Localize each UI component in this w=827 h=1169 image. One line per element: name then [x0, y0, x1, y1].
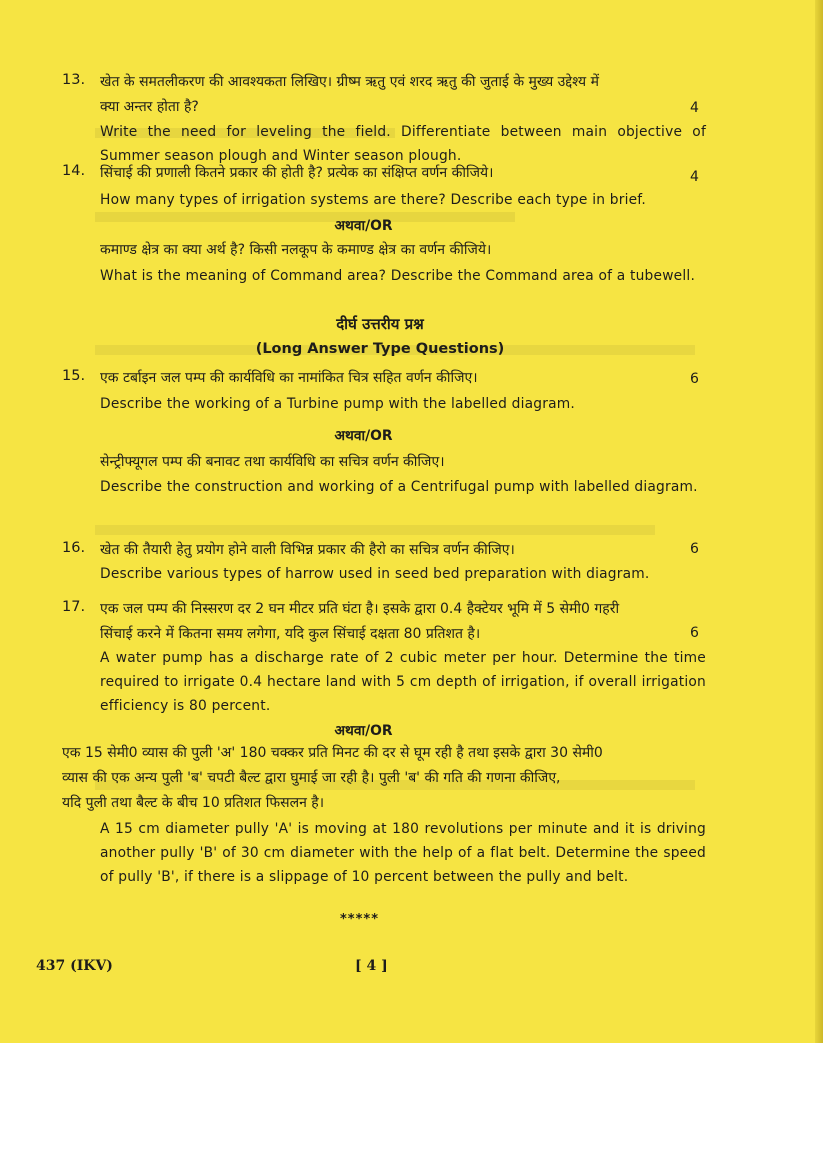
page-edge-shadow: [815, 0, 823, 1043]
marks: 6: [690, 625, 699, 641]
alternative-hindi-line: यदि पुली तथा बैल्ट के बीच 10 प्रतिशत फिसलन है।: [62, 795, 325, 811]
question-number: 15.: [62, 368, 86, 384]
paper-code: 437 (IKV): [36, 958, 113, 974]
alternative-english: What is the meaning of Command area? Describe the Command area of a tubewell.: [100, 268, 696, 284]
marks: 6: [690, 541, 699, 557]
or-divider: अथवा/OR: [334, 723, 393, 739]
alternative-english: A 15 cm diameter pully 'A' is moving at 180 revolutions per minute and it is driving another pully 'B' of 30 cm diameter with the help of a flat belt. Determine the speed of pully 'B', if there is a slippage of 10 percent between the pully and belt.: [100, 821, 706, 885]
alternative-english: Describe the construction and working of a Centrifugal pump with labelled diagram.: [100, 479, 698, 495]
question-english: Describe various types of harrow used in seed bed preparation with diagram.: [100, 566, 650, 582]
marks: 4: [690, 100, 699, 116]
question-hindi: सिंचाई की प्रणाली कितने प्रकार की होती है? प्रत्येक का संक्षिप्त वर्णन कीजिये।: [100, 165, 494, 181]
marks: 4: [690, 169, 699, 185]
alternative-hindi: सेन्ट्रीफ्यूगल पम्प की बनावट तथा कार्यविधि का सचित्र वर्णन कीजिए।: [100, 454, 445, 470]
alternative-hindi-line: एक 15 सेमी0 व्यास की पुली 'अ' 180 चक्कर प्रति मिनट की दर से घूम रही है तथा इसके द्वारा 30 सेमी0: [62, 745, 603, 761]
question-english: Write the need for leveling the field. Differentiate between main objective of Summer season plough and Winter season plough.: [100, 124, 706, 164]
page-number: [ 4 ]: [355, 958, 388, 974]
question-hindi-line: सिंचाई करने में कितना समय लगेगा, यदि कुल सिंचाई दक्षता 80 प्रतिशत है।: [100, 626, 481, 642]
question-english: Describe the working of a Turbine pump with the labelled diagram.: [100, 396, 575, 412]
question-hindi-line: क्या अन्तर होता है?: [100, 99, 199, 115]
question-english: A water pump has a discharge rate of 2 cubic meter per hour. Determine the time required to irrigate 0.4 hectare land with 5 cm depth of irrigation, if overall irrigation efficiency is 80 percent.: [100, 650, 706, 714]
question-hindi-line: एक जल पम्प की निस्सरण दर 2 घन मीटर प्रति घंटा है। इसके द्वारा 0.4 हैक्टेयर भूमि में 5 सेमी0 गहरी: [100, 601, 620, 617]
question-hindi: खेत की तैयारी हेतु प्रयोग होने वाली विभिन्न प्रकार की हैरो का सचित्र वर्णन कीजिए।: [100, 542, 515, 558]
question-hindi: एक टर्बाइन जल पम्प की कार्यविधि का नामांकित चित्र सहित वर्णन कीजिए।: [100, 370, 478, 386]
or-divider: अथवा/OR: [334, 218, 393, 234]
question-number: 13.: [62, 72, 86, 88]
question-hindi-line: खेत के समतलीकरण की आवश्यकता लिखिए। ग्रीष्म ऋतु एवं शरद ऋतु की जुताई के मुख्य उद्देश्य में: [100, 74, 599, 90]
question-number: 14.: [62, 163, 86, 179]
alternative-hindi-line: व्यास की एक अन्य पुली 'ब' चपटी बैल्ट द्वारा घुमाई जा रही है। पुली 'ब' की गति की गणना कीजिए,: [62, 770, 561, 786]
question-number: 17.: [62, 599, 86, 615]
show-through-mark: [95, 525, 655, 535]
section-heading-english: (Long Answer Type Questions): [255, 341, 505, 357]
alternative-hindi: कमाण्ड क्षेत्र का क्या अर्थ है? किसी नलकूप के कमाण्ड क्षेत्र का वर्णन कीजिये।: [100, 242, 492, 258]
section-heading-hindi: दीर्घ उत्तरीय प्रश्न: [336, 315, 424, 333]
question-english: How many types of irrigation systems are there? Describe each type in brief.: [100, 192, 646, 208]
end-of-paper-mark: *****: [340, 912, 379, 927]
marks: 6: [690, 371, 699, 387]
or-divider: अथवा/OR: [334, 428, 393, 444]
question-number: 16.: [62, 540, 86, 556]
